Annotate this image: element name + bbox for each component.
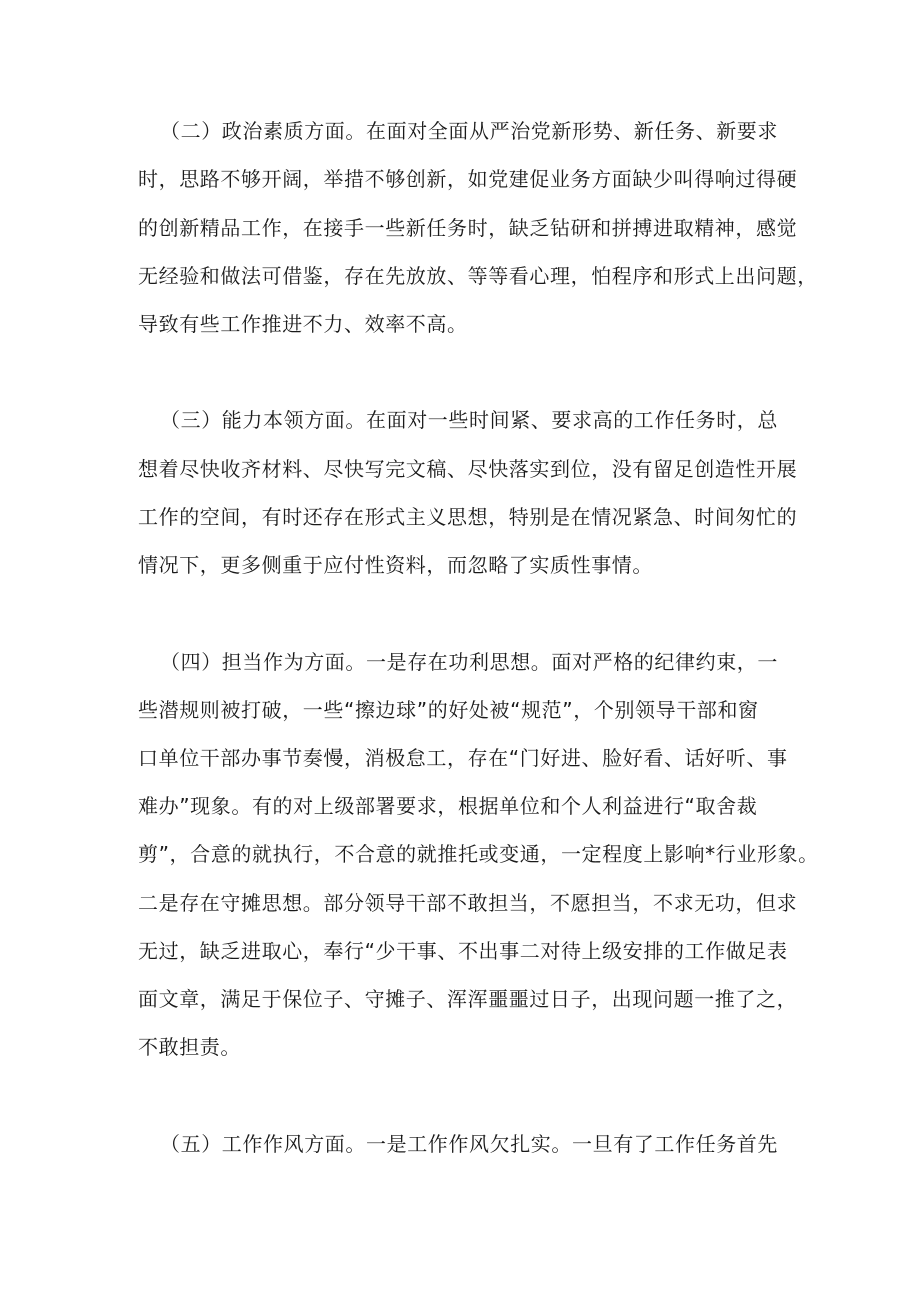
text-line: 难办”现象。有的对上级部署要求，根据单位和个人利益进行“取舍裁 [138,794,758,818]
text-line: 面文章，满足于保位子、守摊子、浑浑噩噩过日子，出现问题一推了之， [138,987,798,1011]
text-line: 不敢担责。 [138,1035,241,1059]
text-line: 的创新精品工作，在接手一些新任务时，缺乏钻研和拼搏进取精神，感觉 [138,216,798,240]
text-line: 些潜规则被打破，一些“擦边球”的好处被“规范”，个别领导干部和窗 [138,698,759,722]
text-line: 情况下，更多侧重于应付性资料，而忽略了实质性事情。 [138,553,653,577]
text-line: 工作的空间，有时还存在形式主义思想，特别是在情况紧急、时间匆忙的 [138,505,798,529]
text-line: （二）政治素质方面。在面对全面从严治党新形势、新任务、新要求 [160,119,778,143]
text-line: （三）能力本领方面。在面对一些时间紧、要求高的工作任务时，总 [160,408,778,432]
text-line: 无经验和做法可借鉴，存在先放放、等等看心理，怕程序和形式上出问题， [138,264,818,288]
text-line: 二是存在守摊思想。部分领导干部不敢担当，不愿担当，不求无功，但求 [138,891,798,915]
text-line: （四）担当作为方面。一是存在功利思想。面对严格的纪律约束，一 [160,650,778,674]
text-line: 口单位干部办事节奏慢，消极怠工，存在“门好进、脸好看、话好听、事 [138,746,788,770]
text-line: 时，思路不够开阔，举措不够创新，如党建促业务方面缺少叫得响过得硬 [138,167,798,191]
text-line: 无过，缺乏进取心，奉行“少干事、不出事二对待上级安排的工作做足表 [138,939,788,963]
text-line: 导致有些工作推进不力、效率不高。 [138,312,468,336]
text-line: （五）工作作风方面。一是工作作风欠扎实。一旦有了工作任务首先 [160,1132,778,1156]
text-line: 想着尽快收齐材料、尽快写完文稿、尽快落实到位，没有留足创造性开展 [138,457,798,481]
text-line: 剪”，合意的就执行，不合意的就推托或变通，一定程度上影响*行业形象。 [138,842,819,866]
